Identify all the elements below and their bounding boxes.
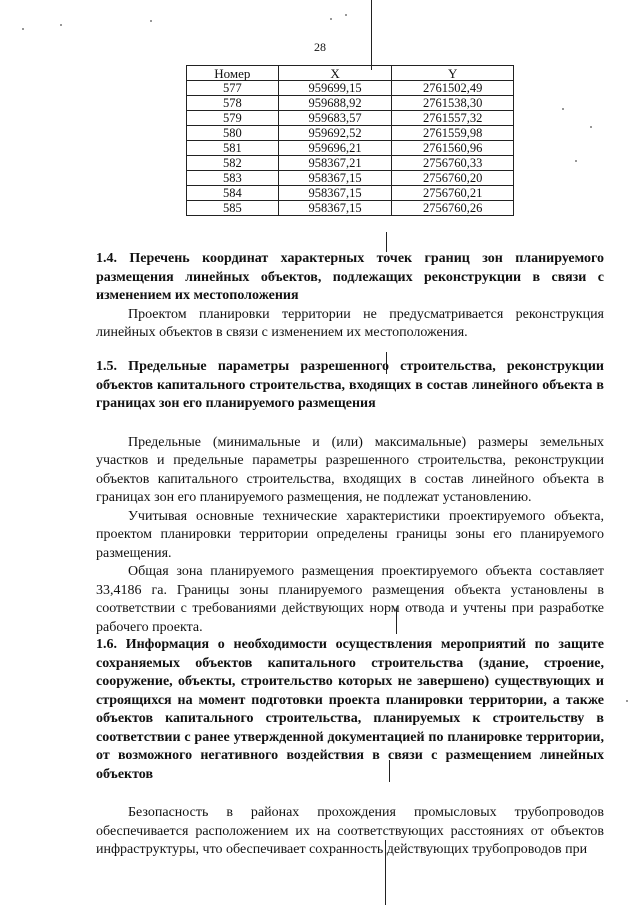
y-coordinate: 2761560,96 (392, 141, 514, 156)
scan-speck (330, 18, 332, 20)
paragraph: Проектом планировки территории не предусматривается реконструкция линейных объектов в связи с изменением их местоположения. (96, 306, 604, 340)
y-coordinate: 2756760,26 (392, 201, 514, 216)
column-header-y: Y (392, 66, 514, 81)
scan-speck (575, 160, 577, 162)
paragraph: Учитывая основные технические характеристики проектируемого объекта, проектом планировки территории определены границы зоны его планируемого размещения. (96, 508, 604, 561)
scan-fold-line (386, 232, 387, 252)
table-row (187, 141, 514, 156)
table-row (187, 201, 514, 216)
scan-speck (345, 14, 347, 16)
x-coordinate: 958367,15 (278, 186, 392, 201)
y-coordinate: 2761502,49 (392, 81, 514, 96)
column-header-number: Номер (187, 66, 279, 81)
y-coordinate: 2761538,30 (392, 96, 514, 111)
section-heading: 1.5. Предельные параметры разрешенного строительства, реконструкции объектов капитального строительства, входящих в состав линейного объекта в границах зон его планируемого размещения (96, 359, 604, 411)
x-coordinate: 959699,15 (278, 81, 392, 96)
section-1-6 (96, 636, 604, 860)
point-number: 579 (187, 111, 279, 126)
x-coordinate: 958367,15 (278, 201, 392, 216)
point-number: 582 (187, 156, 279, 171)
x-coordinate: 959688,92 (278, 96, 392, 111)
x-coordinate: 958367,21 (278, 156, 392, 171)
table-row (187, 186, 514, 201)
scan-speck (562, 108, 564, 110)
scan-speck (150, 20, 152, 22)
table-row (187, 111, 514, 126)
coordinates-table (186, 65, 514, 216)
scan-speck (626, 700, 628, 702)
scan-speck (22, 28, 24, 30)
paragraph: Общая зона планируемого размещения проектируемого объекта составляет 33,4186 га. Границы зоны планируемого размещения объекта установлены в соответствии с требованиями действующих норм отвода и учтены при разработке рабочего проекта. (96, 564, 604, 635)
x-coordinate: 959696,21 (278, 141, 392, 156)
column-header-x: X (278, 66, 392, 81)
y-coordinate: 2756760,21 (392, 186, 514, 201)
page-number: 28 (314, 40, 326, 54)
point-number: 585 (187, 201, 279, 216)
section-heading: 1.6. Информация о необходимости осуществления мероприятий по защите сохраняемых объектов капитального строительства (здание, строение, сооружение, объекты, строительство которых не завершено) существующих и строящихся на момент подготовки проекта планировки территории, а также объектов капитального строительства, планируемых к строительству в соответствии с ранее утвержденной документацией по планировке территории, от возможного негативного воздействия в связи с размещением линейных объектов (96, 637, 604, 782)
y-coordinate: 2756760,20 (392, 171, 514, 186)
section-heading: 1.4. Перечень координат характерных точек границ зон планируемого размещения линейных объектов, подлежащих реконструкции в связи с изменением их местоположения (96, 251, 604, 303)
paragraph: Предельные (минимальные и (или) максимальные) размеры земельных участков и предельные параметры разрешенного строительства, реконструкции объектов капитального строительства, входящих в состав линейного объекта в границах зон его планируемого размещения, не подлежат установлению. (96, 434, 604, 505)
scan-speck (590, 126, 592, 128)
point-number: 581 (187, 141, 279, 156)
x-coordinate: 958367,15 (278, 171, 392, 186)
table-row (187, 96, 514, 111)
table-row (187, 81, 514, 96)
point-number: 577 (187, 81, 279, 96)
table-row (187, 171, 514, 186)
section-1-4 (96, 250, 604, 343)
section-1-5 (96, 358, 604, 637)
point-number: 584 (187, 186, 279, 201)
x-coordinate: 959692,52 (278, 126, 392, 141)
point-number: 580 (187, 126, 279, 141)
scan-speck (60, 24, 62, 26)
y-coordinate: 2756760,33 (392, 156, 514, 171)
y-coordinate: 2761557,32 (392, 111, 514, 126)
table-row (187, 156, 514, 171)
scan-fold-line (371, 0, 372, 70)
x-coordinate: 959683,57 (278, 111, 392, 126)
table-header-row (187, 66, 514, 81)
paragraph: Безопасность в районах прохождения промысловых трубопроводов обеспечивается расположением их на соответствующих расстояниях от объектов инфраструктуры, что обеспечивает сохранность действующих трубопроводов при (96, 805, 604, 857)
table-row (187, 126, 514, 141)
point-number: 583 (187, 171, 279, 186)
y-coordinate: 2761559,98 (392, 126, 514, 141)
point-number: 578 (187, 96, 279, 111)
